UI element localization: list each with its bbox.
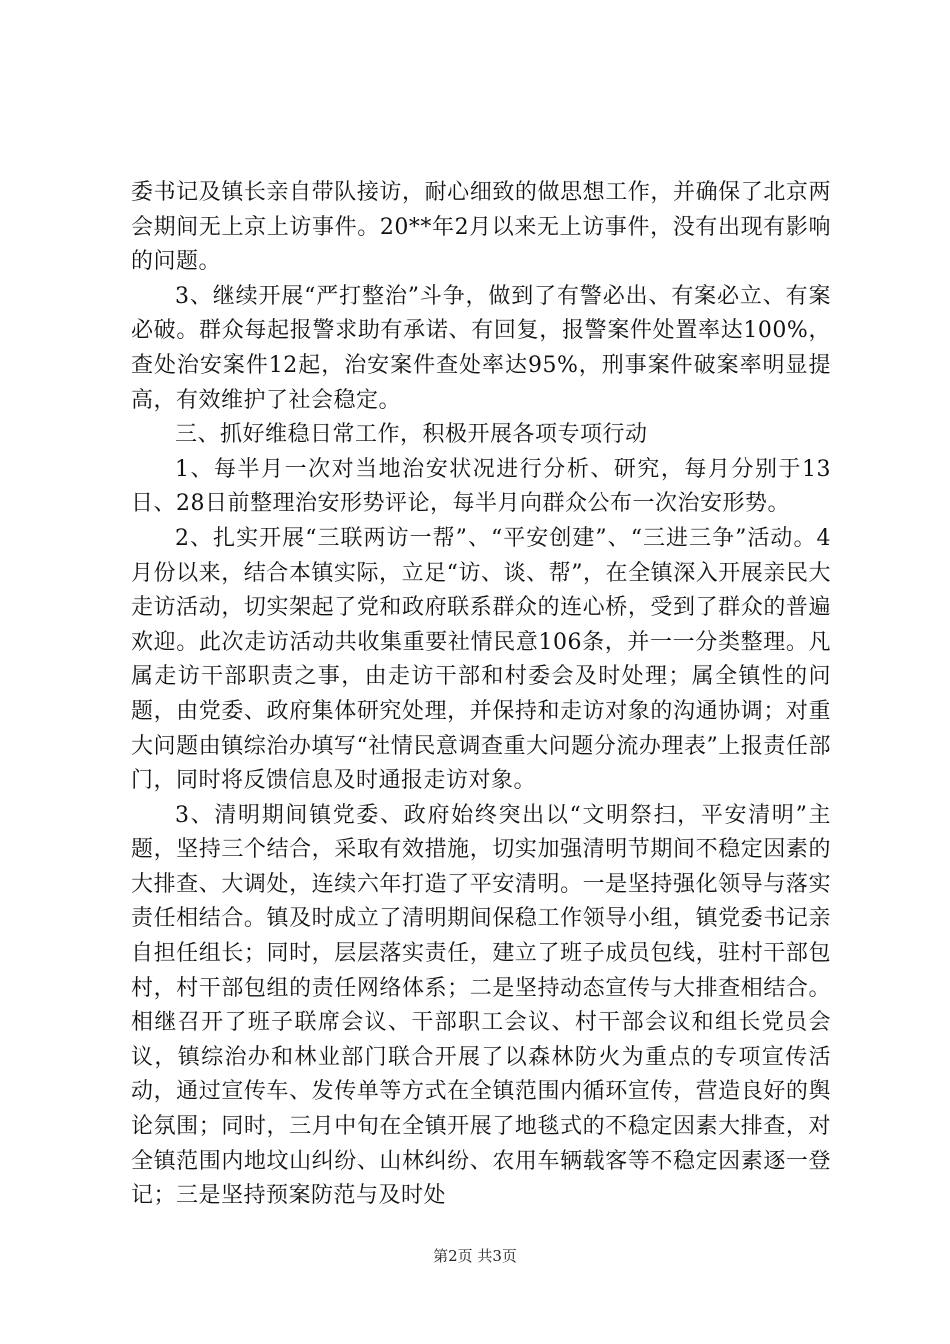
section-heading-3: 三、抓好维稳日常工作，积极开展各项专项行动	[175, 422, 648, 448]
paragraph-6: 3、清明期间镇党委、政府始终突出以“文明祭扫，平安清明”主题，坚持三个结合，采取有效措施，切实加强清明节期间不稳定因素的大排查、大调处，连续六年打造了平安清明。一是坚持强化领导与落实责任相结合。镇及时成立了清明期间保稳工作领导小组，镇党委书记亲自担任组长；同时，层层落实责任，建立了班子成员包线，驻村干部包村，村干部包组的责任网络体系；二是坚持动态宣传与大排查相结合。相继召开了班子联席会议、干部职工会议、村干部会议和组长党员会议，镇综治办和林业部门联合开展了以森林防火为重点的专项宣传活动，通过宣传车、发传单等方式在全镇范围内循环宣传，营造良好的舆论氛围；同时，三月中旬在全镇开展了地毯式的不稳定因素大排查，对全镇范围内地坟山纠纷、山林纠纷、农用车辆载客等不稳定因素逐一登记；三是坚持预案防范与及时处	[131, 802, 831, 1209]
paragraph-4: 1、每半月一次对当地治安状况进行分析、研究，每月分别于13日、28日前整理治安形势评论，每半月向群众公布一次治安形势。	[131, 456, 831, 517]
page-number-footer: 第2页 共3页	[433, 1247, 517, 1265]
paragraph-2: 3、继续开展“严打整治”斗争，做到了有警必出、有案必立、有案必破。群众每起报警求助有承诺、有回复，报警案件处置率达100%，查处治安案件12起，治安案件查处率达95%，刑事案件破案率明显提高，有效维护了社会稳定。	[131, 283, 831, 413]
paragraph-5: 2、扎实开展“三联两访一帮”、“平安创建”、“三进三争”活动。4月份以来，结合本镇实际，立足“访、谈、帮”，在全镇深入开展亲民大走访活动，切实架起了党和政府联系群众的连心桥，受到了群众的普遍欢迎。此次走访活动共收集重要社情民意106条，并一一分类整理。凡属走访干部职责之事，由走访干部和村委会及时处理；属全镇性的问题，由党委、政府集体研究处理，并保持和走访对象的沟通协调；对重大问题由镇综治办填写“社情民意调查重大问题分流办理表”上报责任部门，同时将反馈信息及时通报走访对象。	[131, 525, 831, 794]
document-body	[131, 176, 831, 1214]
paragraph-1: 委书记及镇长亲自带队接访，耐心细致的做思想工作，并确保了北京两会期间无上京上访事件。20**年2月以来无上访事件，没有出现有影响的问题。	[131, 180, 831, 275]
